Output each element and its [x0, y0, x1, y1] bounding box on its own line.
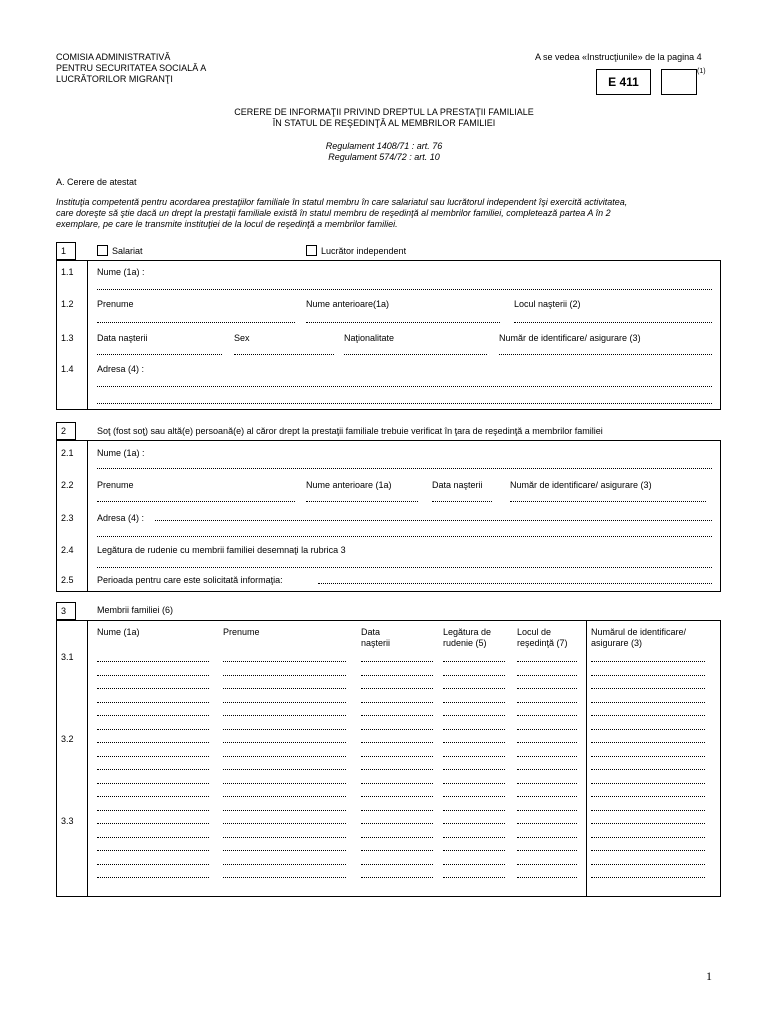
member-field[interactable]	[443, 836, 505, 838]
member-field[interactable]	[517, 660, 577, 662]
member-field[interactable]	[443, 809, 505, 811]
member-field[interactable]	[97, 714, 209, 716]
member-field[interactable]	[361, 687, 433, 689]
member-field[interactable]	[443, 741, 505, 743]
member-field[interactable]	[97, 822, 209, 824]
member-field[interactable]	[591, 687, 705, 689]
col-kinship-2: rudenie (5)	[443, 638, 487, 648]
row-2-2: 2.2	[61, 480, 74, 490]
row-1-4: 1.4	[61, 364, 74, 374]
member-field[interactable]	[223, 795, 346, 797]
row-3-2: 3.2	[61, 734, 74, 744]
org-line-1: COMISIA ADMINISTRATIVĂ	[56, 52, 171, 62]
b2-address-field-1[interactable]	[155, 519, 712, 521]
member-field[interactable]	[517, 728, 577, 730]
member-field[interactable]	[97, 849, 209, 851]
b2-period-label: Perioada pentru care este solicitată informaţia:	[97, 575, 283, 585]
member-field[interactable]	[443, 822, 505, 824]
org-line-2: PENTRU SECURITATEA SOCIALĂ A	[56, 63, 207, 73]
member-field[interactable]	[443, 795, 505, 797]
b2-id-label: Număr de identificare/ asigurare (3)	[510, 480, 652, 490]
box1-divider	[87, 260, 88, 410]
member-field[interactable]	[591, 876, 705, 878]
b1-nationality-label: Naţionalitate	[344, 333, 395, 343]
member-field[interactable]	[591, 755, 705, 757]
member-field[interactable]	[223, 714, 346, 716]
member-field[interactable]	[591, 741, 705, 743]
member-field[interactable]	[443, 714, 505, 716]
form-code: E 411	[608, 75, 639, 89]
box2-number: 2	[61, 426, 67, 436]
member-field[interactable]	[443, 674, 505, 676]
member-field[interactable]	[223, 701, 346, 703]
member-field[interactable]	[223, 687, 346, 689]
b1-address-field-1[interactable]	[97, 385, 712, 387]
member-field[interactable]	[223, 660, 346, 662]
b1-name-field[interactable]	[97, 288, 712, 290]
member-field[interactable]	[223, 836, 346, 838]
row-1-3: 1.3	[61, 333, 74, 343]
member-field[interactable]	[443, 701, 505, 703]
col-residence-1: Locul de	[517, 627, 552, 637]
member-field[interactable]	[361, 755, 433, 757]
member-field[interactable]	[97, 755, 209, 757]
form-code-box	[596, 69, 651, 95]
member-field[interactable]	[517, 822, 577, 824]
member-field[interactable]	[97, 795, 209, 797]
member-field[interactable]	[517, 836, 577, 838]
form-suffix-box[interactable]	[661, 69, 697, 95]
member-field[interactable]	[361, 674, 433, 676]
b2-name-label: Nume (1a) :	[97, 448, 145, 458]
member-field[interactable]	[97, 701, 209, 703]
member-field[interactable]	[517, 876, 577, 878]
row-2-1: 2.1	[61, 448, 74, 458]
form-title-1: CERERE DE INFORMAŢII PRIVIND DREPTUL LA PRESTAŢII FAMILIALE	[234, 107, 534, 117]
member-field[interactable]	[517, 714, 577, 716]
box1-number-cell	[56, 242, 76, 260]
b2-prenume-label: Prenume	[97, 480, 134, 490]
b1-prenume-field[interactable]	[97, 321, 295, 323]
member-field[interactable]	[223, 728, 346, 730]
b2-period-field[interactable]	[318, 582, 712, 584]
member-field[interactable]	[223, 768, 346, 770]
employed-checkbox[interactable]	[97, 245, 108, 256]
box2-heading: Soţ (fost soţ) sau altă(e) persoană(e) al căror drept la prestaţii familiale trebuie verificat în ţara de reşedinţă a membrilor familiei	[97, 426, 603, 436]
row-3-3: 3.3	[61, 816, 74, 826]
member-field[interactable]	[97, 768, 209, 770]
b2-id-field[interactable]	[510, 500, 706, 502]
row-2-5: 2.5	[61, 575, 74, 585]
member-field[interactable]	[223, 876, 346, 878]
footnote-ref: (1)	[697, 68, 706, 75]
member-field[interactable]	[361, 714, 433, 716]
section-a-intro-3: exemplare, pe care le transmite instituţiei de la locul de reşedinţă a membrilor familiei.	[56, 219, 398, 229]
member-field[interactable]	[223, 863, 346, 865]
b1-name-label: Nume (1a) :	[97, 267, 145, 277]
regulation-1: Regulament 1408/71 : art. 76	[325, 141, 443, 151]
member-field[interactable]	[517, 809, 577, 811]
col-birthdate-2: naşterii	[361, 638, 391, 648]
member-field[interactable]	[223, 822, 346, 824]
member-field[interactable]	[223, 674, 346, 676]
employed-option[interactable]: Salariat	[97, 245, 143, 256]
member-field[interactable]	[443, 755, 505, 757]
member-field[interactable]	[591, 728, 705, 730]
box2-divider	[87, 440, 88, 592]
member-field[interactable]	[97, 687, 209, 689]
member-field[interactable]	[97, 674, 209, 676]
b1-birthdate-field[interactable]	[97, 353, 222, 355]
row-1-2: 1.2	[61, 299, 74, 309]
member-field[interactable]	[591, 674, 705, 676]
member-field[interactable]	[361, 849, 433, 851]
member-field[interactable]	[443, 876, 505, 878]
b2-address-label: Adresa (4) :	[97, 513, 145, 523]
member-field[interactable]	[223, 782, 346, 784]
member-field[interactable]	[591, 836, 705, 838]
member-field[interactable]	[517, 863, 577, 865]
b1-id-field[interactable]	[499, 353, 712, 355]
member-field[interactable]	[361, 701, 433, 703]
b1-birthplace-field[interactable]	[514, 321, 712, 323]
row-2-3: 2.3	[61, 513, 74, 523]
member-field[interactable]	[443, 782, 505, 784]
b1-prenume-label: Prenume	[97, 299, 134, 309]
member-field[interactable]	[97, 728, 209, 730]
member-field[interactable]	[361, 836, 433, 838]
box1-number: 1	[61, 246, 67, 256]
member-field[interactable]	[517, 741, 577, 743]
member-field[interactable]	[361, 728, 433, 730]
row-1-1: 1.1	[61, 267, 74, 277]
b1-birthplace-label: Locul naşterii (2)	[514, 299, 581, 309]
b1-prev-names-label: Nume anterioare(1a)	[306, 299, 390, 309]
member-field[interactable]	[361, 795, 433, 797]
col-prenume: Prenume	[223, 627, 260, 637]
member-field[interactable]	[591, 701, 705, 703]
member-field[interactable]	[443, 863, 505, 865]
member-field[interactable]	[591, 795, 705, 797]
b2-address-field-2[interactable]	[97, 535, 712, 537]
self-employed-option[interactable]: Lucrător independent	[306, 245, 406, 256]
box3-divider	[87, 620, 88, 897]
b1-prev-names-field[interactable]	[306, 321, 500, 323]
member-field[interactable]	[223, 741, 346, 743]
b2-birthdate-field[interactable]	[432, 500, 492, 502]
member-field[interactable]	[97, 660, 209, 662]
box2-number-cell	[56, 422, 76, 440]
form-title-2: ÎN STATUL DE REŞEDINŢĂ AL MEMBRILOR FAMILIEI	[272, 118, 496, 128]
member-field[interactable]	[223, 755, 346, 757]
col-residence-2: reşedinţă (7)	[517, 638, 568, 648]
member-field[interactable]	[517, 674, 577, 676]
col-name: Nume (1a)	[97, 627, 140, 637]
b1-sex-field[interactable]	[234, 353, 334, 355]
org-line-3: LUCRĂTORILOR MIGRANŢI	[56, 74, 173, 84]
member-field[interactable]	[361, 809, 433, 811]
box2-frame	[56, 440, 721, 592]
box3-heading: Membrii familiei (6)	[97, 605, 174, 615]
regulation-2: Regulament 574/72 : art. 10	[328, 152, 440, 162]
instructions-note: A se vedea «Instrucţiunile» de la pagina 4	[535, 52, 702, 62]
self-employed-checkbox[interactable]	[306, 245, 317, 256]
b1-birthdate-label: Data naşterii	[97, 333, 148, 343]
section-a-intro-2: care doreşte să ştie dacă un drept la prestaţii familiale există în statul membru de reşedinţă al membrilor familiei, completează partea A în 2	[56, 208, 611, 218]
member-field[interactable]	[517, 768, 577, 770]
page-number: 1	[706, 969, 712, 983]
member-field[interactable]	[443, 849, 505, 851]
member-field[interactable]	[517, 795, 577, 797]
b2-name-field[interactable]	[97, 467, 712, 469]
member-field[interactable]	[361, 863, 433, 865]
box3-number-cell	[56, 602, 76, 620]
box3-id-column-divider	[586, 620, 587, 897]
member-field[interactable]	[591, 849, 705, 851]
b2-birthdate-label: Data naşterii	[432, 480, 483, 490]
member-field[interactable]	[97, 809, 209, 811]
member-field[interactable]	[517, 849, 577, 851]
col-kinship-1: Legătura de	[443, 627, 492, 637]
b2-kinship-label: Legătura de rudenie cu membrii familiei desemnaţi la rubrica 3	[97, 545, 346, 555]
member-field[interactable]	[361, 822, 433, 824]
member-field[interactable]	[97, 782, 209, 784]
member-field[interactable]	[517, 701, 577, 703]
member-field[interactable]	[443, 728, 505, 730]
member-field[interactable]	[97, 836, 209, 838]
b1-sex-label: Sex	[234, 333, 250, 343]
member-field[interactable]	[591, 660, 705, 662]
member-field[interactable]	[361, 782, 433, 784]
member-field[interactable]	[361, 741, 433, 743]
member-field[interactable]	[591, 768, 705, 770]
member-field[interactable]	[517, 782, 577, 784]
member-field[interactable]	[97, 741, 209, 743]
member-field[interactable]	[223, 809, 346, 811]
member-field[interactable]	[361, 660, 433, 662]
section-a-intro-1: Instituţia competentă pentru acordarea prestaţiilor familiale în statul membru în care salariatul sau lucrătorul independent îşi exercită activitatea,	[56, 197, 628, 207]
member-field[interactable]	[517, 687, 577, 689]
b2-prenume-field[interactable]	[97, 500, 295, 502]
member-field[interactable]	[591, 782, 705, 784]
member-field[interactable]	[97, 863, 209, 865]
b2-kinship-field[interactable]	[97, 566, 712, 568]
box3-number: 3	[61, 606, 67, 616]
member-field[interactable]	[591, 822, 705, 824]
col-id-1: Numărul de identificare/	[591, 627, 687, 637]
member-field[interactable]	[517, 755, 577, 757]
b1-address-field-2[interactable]	[97, 402, 712, 404]
section-a-heading: A. Cerere de atestat	[56, 177, 137, 187]
b1-id-label: Număr de identificare/ asigurare (3)	[499, 333, 641, 343]
member-field[interactable]	[591, 809, 705, 811]
col-birthdate-1: Data	[361, 627, 381, 637]
member-field[interactable]	[443, 660, 505, 662]
member-field[interactable]	[443, 687, 505, 689]
member-field[interactable]	[361, 768, 433, 770]
member-field[interactable]	[97, 876, 209, 878]
member-field[interactable]	[591, 714, 705, 716]
member-field[interactable]	[591, 863, 705, 865]
b1-address-label: Adresa (4) :	[97, 364, 145, 374]
b1-nationality-field[interactable]	[344, 353, 487, 355]
b2-prev-names-field[interactable]	[306, 500, 418, 502]
b2-prev-names-label: Nume anterioare (1a)	[306, 480, 392, 490]
row-2-4: 2.4	[61, 545, 74, 555]
col-id-2: asigurare (3)	[591, 638, 643, 648]
row-3-1: 3.1	[61, 652, 74, 662]
member-field[interactable]	[443, 768, 505, 770]
member-field[interactable]	[223, 849, 346, 851]
member-field[interactable]	[361, 876, 433, 878]
